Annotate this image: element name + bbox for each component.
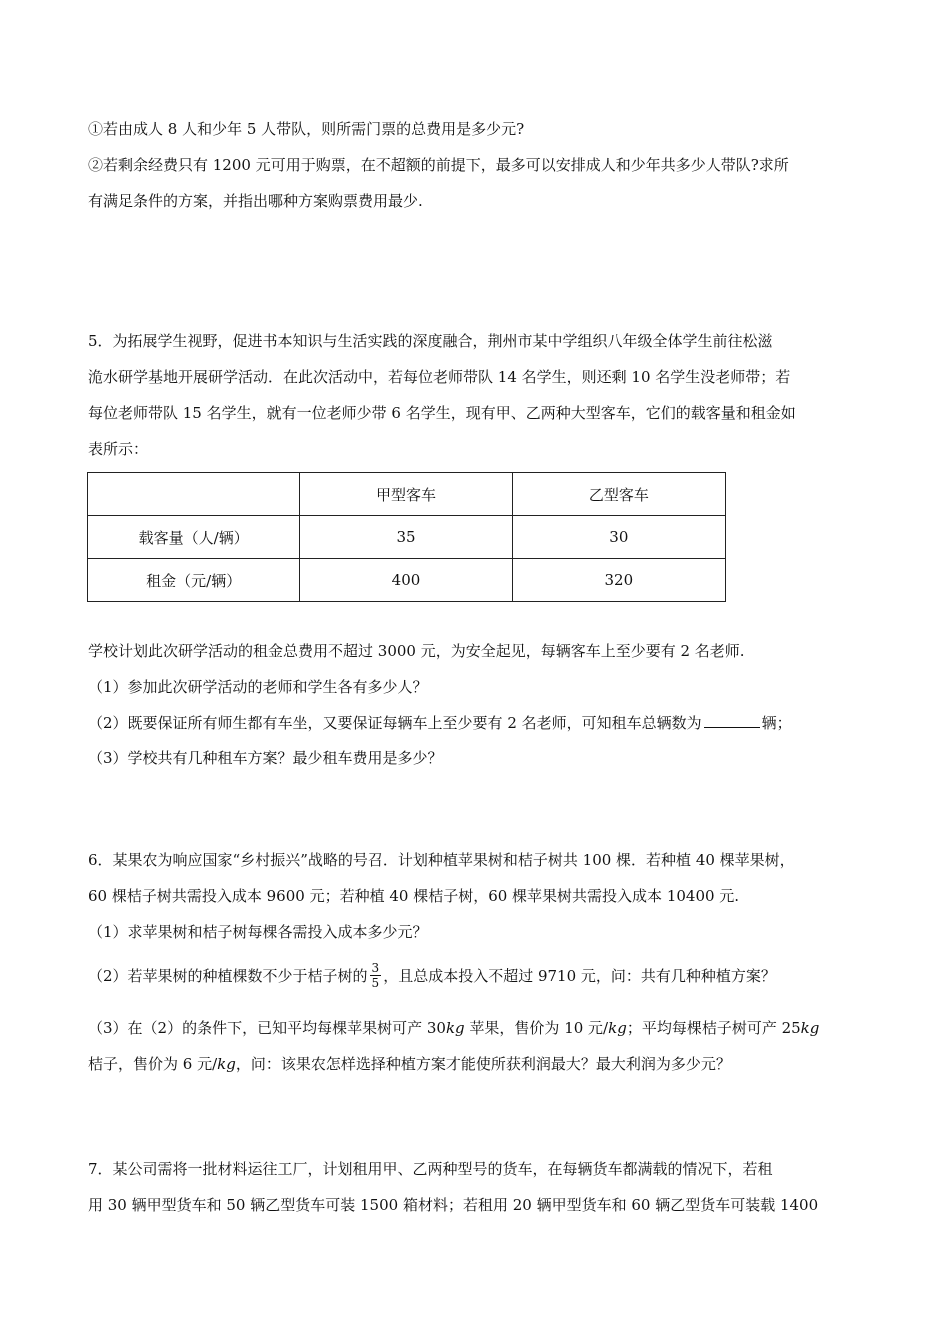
table-header-cell: 乙型客车 xyxy=(512,473,725,516)
table-cell: 400 xyxy=(300,559,512,602)
table-header-row xyxy=(88,473,726,516)
q6-sub3-text-d: 桔子，售价为 6 元/ xyxy=(88,1055,218,1073)
table-row xyxy=(88,516,726,559)
bus-table xyxy=(87,472,726,602)
q6-sub2-text-b: ，且总成本投入不超过 9710 元，问：共有几种种植方案？ xyxy=(383,967,776,985)
q6-sub3-line1 xyxy=(88,1017,862,1039)
q6-sub3-text-e: ，问：该果农怎样选择种植方案才能使所获利润最大？最大利润为多少元？ xyxy=(235,1055,731,1073)
fraction-numerator: 3 xyxy=(371,960,380,975)
unit-kg: kg xyxy=(608,1019,627,1037)
q4-sub1: ①若由成人 8 人和少年 5 人带队，则所需门票的总费用是多少元? xyxy=(88,120,525,138)
q6-sub2 xyxy=(88,961,862,992)
q7-line1: 7．某公司需将一批材料运往工厂，计划租用甲、乙两种型号的货车，在每辆货车都满载的情况下，若租 xyxy=(88,1160,773,1178)
fraction-denominator: 5 xyxy=(371,975,380,990)
table-header-cell xyxy=(88,473,300,516)
table-cell: 租金（元/辆） xyxy=(88,559,300,602)
table-cell: 35 xyxy=(300,516,512,559)
unit-kg: kg xyxy=(217,1055,236,1073)
table-row xyxy=(88,559,726,602)
q6-sub3-line2 xyxy=(88,1053,862,1075)
answer-blank xyxy=(704,713,760,728)
q5-line1: 5．为拓展学生视野，促进书本知识与生活实践的深度融合，荆州市某中学组织八年级全体学生前往松滋 xyxy=(88,332,773,350)
table-cell: 载客量（人/辆） xyxy=(88,516,300,559)
table-header-cell: 甲型客车 xyxy=(300,473,512,516)
q4-sub2-line2: 有满足条件的方案，并指出哪种方案购票费用最少. xyxy=(88,192,423,210)
q5-line3: 每位老师带队 15 名学生，就有一位老师少带 6 名学生，现有甲、乙两种大型客车，它们的载客量和租金如 xyxy=(88,404,796,422)
q4-sub2-line1: ②若剩余经费只有 1200 元可用于购票，在不超额的前提下，最多可以安排成人和少年共多少人带队?求所 xyxy=(88,156,789,174)
q6-sub2-text-a: （2）若苹果树的种植棵数不少于桔子树的 xyxy=(88,967,368,985)
q5-sub3: （3）学校共有几种租车方案？最少租车费用是多少？ xyxy=(88,749,443,767)
q6-sub1: （1）求苹果树和桔子树每棵各需投入成本多少元？ xyxy=(88,923,428,941)
q5-sub2-text-b: 辆； xyxy=(761,714,792,732)
table-cell: 320 xyxy=(512,559,725,602)
q5-line4: 表所示： xyxy=(88,440,149,458)
table-cell: 30 xyxy=(512,516,725,559)
q6-sub3-text-b: 苹果，售价为 10 元/ xyxy=(464,1019,609,1037)
q5-sub2 xyxy=(88,712,862,734)
q5-sub1: （1）参加此次研学活动的老师和学生各有多少人？ xyxy=(88,678,428,696)
q5-sub2-text-a: （2）既要保证所有师生都有车坐，又要保证每辆车上至少要有 2 名老师，可知租车总辆数为 xyxy=(88,714,702,732)
q6-line1: 6．某果农为响应国家“乡村振兴”战略的号召．计划种植苹果树和桔子树共 100 棵．若种植 40 棵苹果树， xyxy=(88,851,795,869)
unit-kg: kg xyxy=(800,1019,820,1037)
unit-kg: kg xyxy=(445,1019,465,1037)
q5-line2: 洈水研学基地开展研学活动．在此次活动中，若每位老师带队 14 名学生，则还剩 10 名学生没老师带；若 xyxy=(88,368,791,386)
q7-line2: 用 30 辆甲型货车和 50 辆乙型货车可装 1500 箱材料；若租用 20 辆甲型货车和 60 辆乙型货车可装载 1400 xyxy=(88,1196,819,1214)
q6-line2: 60 棵桔子树共需投入成本 9600 元；若种植 40 棵桔子树，60 棵苹果树共需投入成本 10400 元. xyxy=(88,887,740,905)
fraction-three-fifths xyxy=(370,961,382,990)
q6-sub3-text-a: （3）在（2）的条件下，已知平均每棵苹果树可产 30 xyxy=(88,1019,446,1037)
q6-sub3-text-c: ；平均每棵桔子树可产 25 xyxy=(626,1019,801,1037)
q5-after-table: 学校计划此次研学活动的租金总费用不超过 3000 元，为安全起见，每辆客车上至少要有 2 名老师. xyxy=(88,642,745,660)
